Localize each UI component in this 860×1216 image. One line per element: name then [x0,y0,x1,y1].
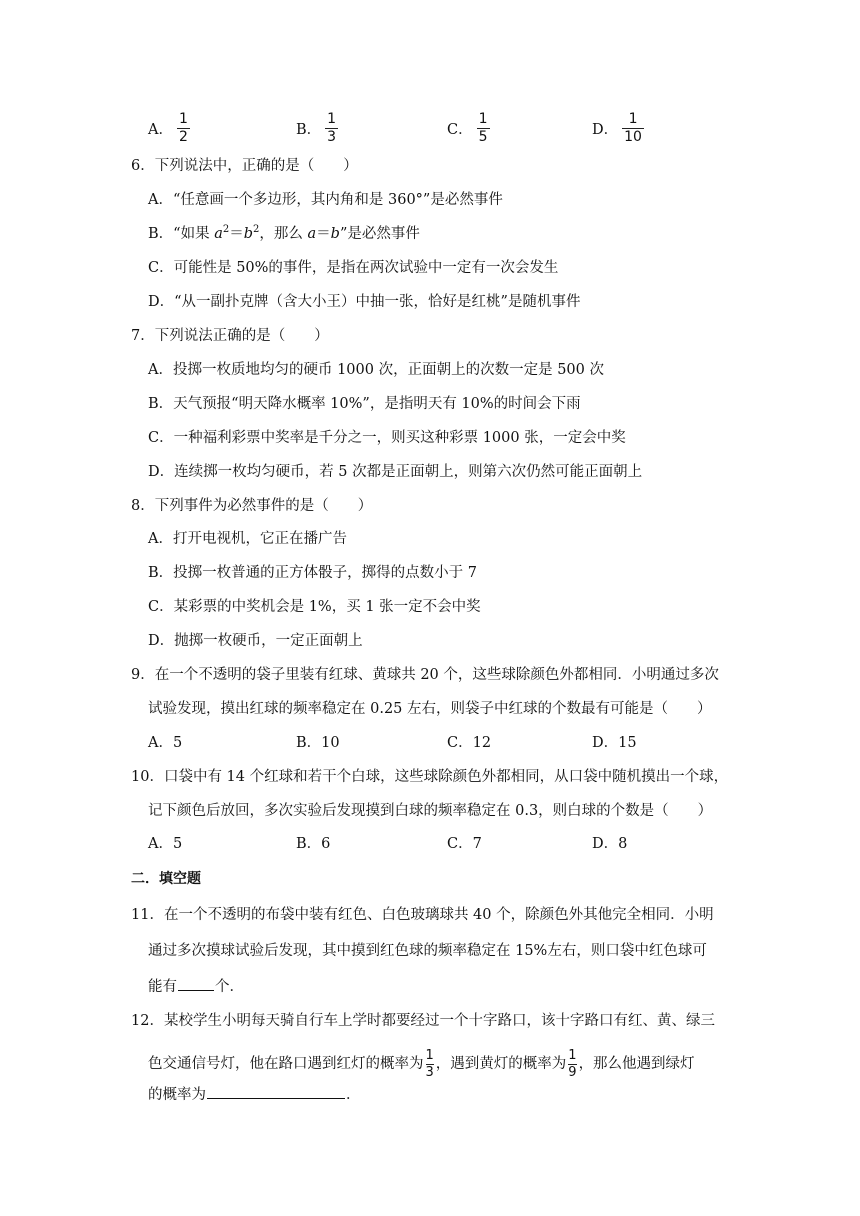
q9-option-d: D．15 [592,735,637,751]
numerator: 1 [178,110,188,127]
q8-option-c: C．某彩票的中奖机会是 1%，买 1 张一定不会中奖 [148,599,481,615]
q7-option-c: C．一种福利彩票中奖率是千分之一，则买这种彩票 1000 张，一定会中奖 [148,430,626,446]
text: ”是必然事件 [339,226,420,242]
denominator: 9 [568,1064,577,1080]
q9-option-c: C．12 [447,735,492,751]
q5-options [148,108,748,148]
text: 色交通信号灯，他在路口遇到红灯的概率为 [148,1056,424,1072]
numerator: 1 [568,1047,577,1063]
q6-stem: 6．下列说法中，正确的是（ ） [131,158,358,174]
q11-line2: 通过多次摸球试验后发现，其中摸到红色球的频率稳定在 15%左右，则口袋中红色球可 [148,943,707,959]
fraction-yellow-light [568,1049,576,1080]
q5-option-d [592,108,644,148]
q10-option-a: A．5 [148,836,183,852]
fraction [622,112,644,145]
q12-line1: 12．某校学生小明每天骑自行车上学时都要经过一个十字路口，该十字路口有红、黄、绿三 [131,1013,715,1029]
fraction [177,112,190,145]
q8-option-d: D．抛掷一枚硬币，一定正面朝上 [148,633,363,649]
denominator: 10 [624,128,642,145]
option-letter: A． [148,121,173,138]
q10-option-d: D．8 [592,836,628,852]
text: ． [346,1087,361,1103]
q12-line2 [148,1046,695,1082]
option-letter: D． [592,121,619,138]
exponent: 2 [222,224,230,236]
numerator: 1 [628,110,638,127]
numerator: 1 [327,110,337,127]
text: 个． [215,979,244,995]
var-a: a [214,226,223,242]
q8-option-b: B．投掷一枚普通的正方体骰子，掷得的点数小于 7 [148,565,477,581]
fraction-red-light [426,1049,434,1080]
denominator: 2 [178,128,188,145]
q10-stem-line2: 记下颜色后放回，多次实验后发现摸到白球的频率稳定在 0.3，则白球的个数是（ ） [148,803,713,819]
q6-option-a: A．“任意画一个多边形，其内角和是 360°”是必然事件 [148,192,503,208]
text: ，那么他遇到绿灯 [578,1056,695,1072]
q6-option-d: D．“从一副扑克牌（含大小王）中抽一张，恰好是红桃”是随机事件 [148,294,581,310]
equals: ＝ [229,226,244,242]
q11-line3 [148,976,244,997]
q7-option-b: B．天气预报“明天降水概率 10%”，是指明天有 10%的时间会下雨 [148,396,581,412]
q12-line3 [148,1084,361,1105]
q10-option-b: B．6 [296,836,331,852]
q8-option-a: A．打开电视机，它正在播广告 [148,531,347,547]
q7-stem: 7．下列说法正确的是（ ） [131,328,329,344]
q5-option-b [296,108,338,148]
q9-option-b: B．10 [296,735,340,751]
q8-stem: 8．下列事件为必然事件的是（ ） [131,498,373,514]
var-b: b [330,226,340,242]
denominator: 3 [327,128,337,145]
text: B．“如果 [148,226,215,242]
q6-option-b [148,224,420,244]
fraction [477,112,490,145]
option-letter: C． [447,121,473,138]
numerator: 1 [425,1047,434,1063]
denominator: 5 [478,128,488,145]
q7-option-d: D．连续掷一枚均匀硬币，若 5 次都是正面朝上，则第六次仍然可能正面朝上 [148,464,643,480]
q9-stem-line1: 9．在一个不透明的袋子里装有红球、黄球共 20 个，这些球除颜色外都相同．小明通过多次 [131,667,719,683]
q5-option-c [447,108,490,148]
var-b: b [243,226,254,242]
fraction [325,112,338,145]
text: ，那么 [259,226,308,242]
equals: ＝ [316,226,331,242]
q7-option-a: A．投掷一枚质地均匀的硬币 1000 次，正面朝上的次数一定是 500 次 [148,362,604,378]
exponent: 2 [253,224,260,236]
text: 的概率为 [148,1087,206,1103]
answer-blank[interactable] [207,1084,345,1099]
answer-blank[interactable] [178,976,214,991]
q10-option-c: C．7 [447,836,482,852]
var-a: a [307,226,317,242]
numerator: 1 [478,110,488,127]
denominator: 3 [425,1064,434,1080]
q11-line1: 11．在一个不透明的布袋中装有红色、白色玻璃球共 40 个，除颜色外其他完全相同．小明 [131,907,714,923]
section-title-fill-in: 二．填空题 [131,871,201,887]
text: ，遇到黄灯的概率为 [435,1056,567,1072]
q5-option-a [148,108,190,148]
q9-option-a: A．5 [148,735,183,751]
option-letter: B． [296,121,322,138]
q6-option-c: C．可能性是 50%的事件，是指在两次试验中一定有一次会发生 [148,260,559,276]
text: 能有 [148,979,177,995]
q10-stem-line1: 10．口袋中有 14 个红球和若干个白球，这些球除颜色外都相同，从口袋中随机摸出一个球， [131,769,729,785]
q9-stem-line2: 试验发现，摸出红球的频率稳定在 0.25 左右，则袋子中红球的个数最有可能是（ ） [148,701,712,717]
